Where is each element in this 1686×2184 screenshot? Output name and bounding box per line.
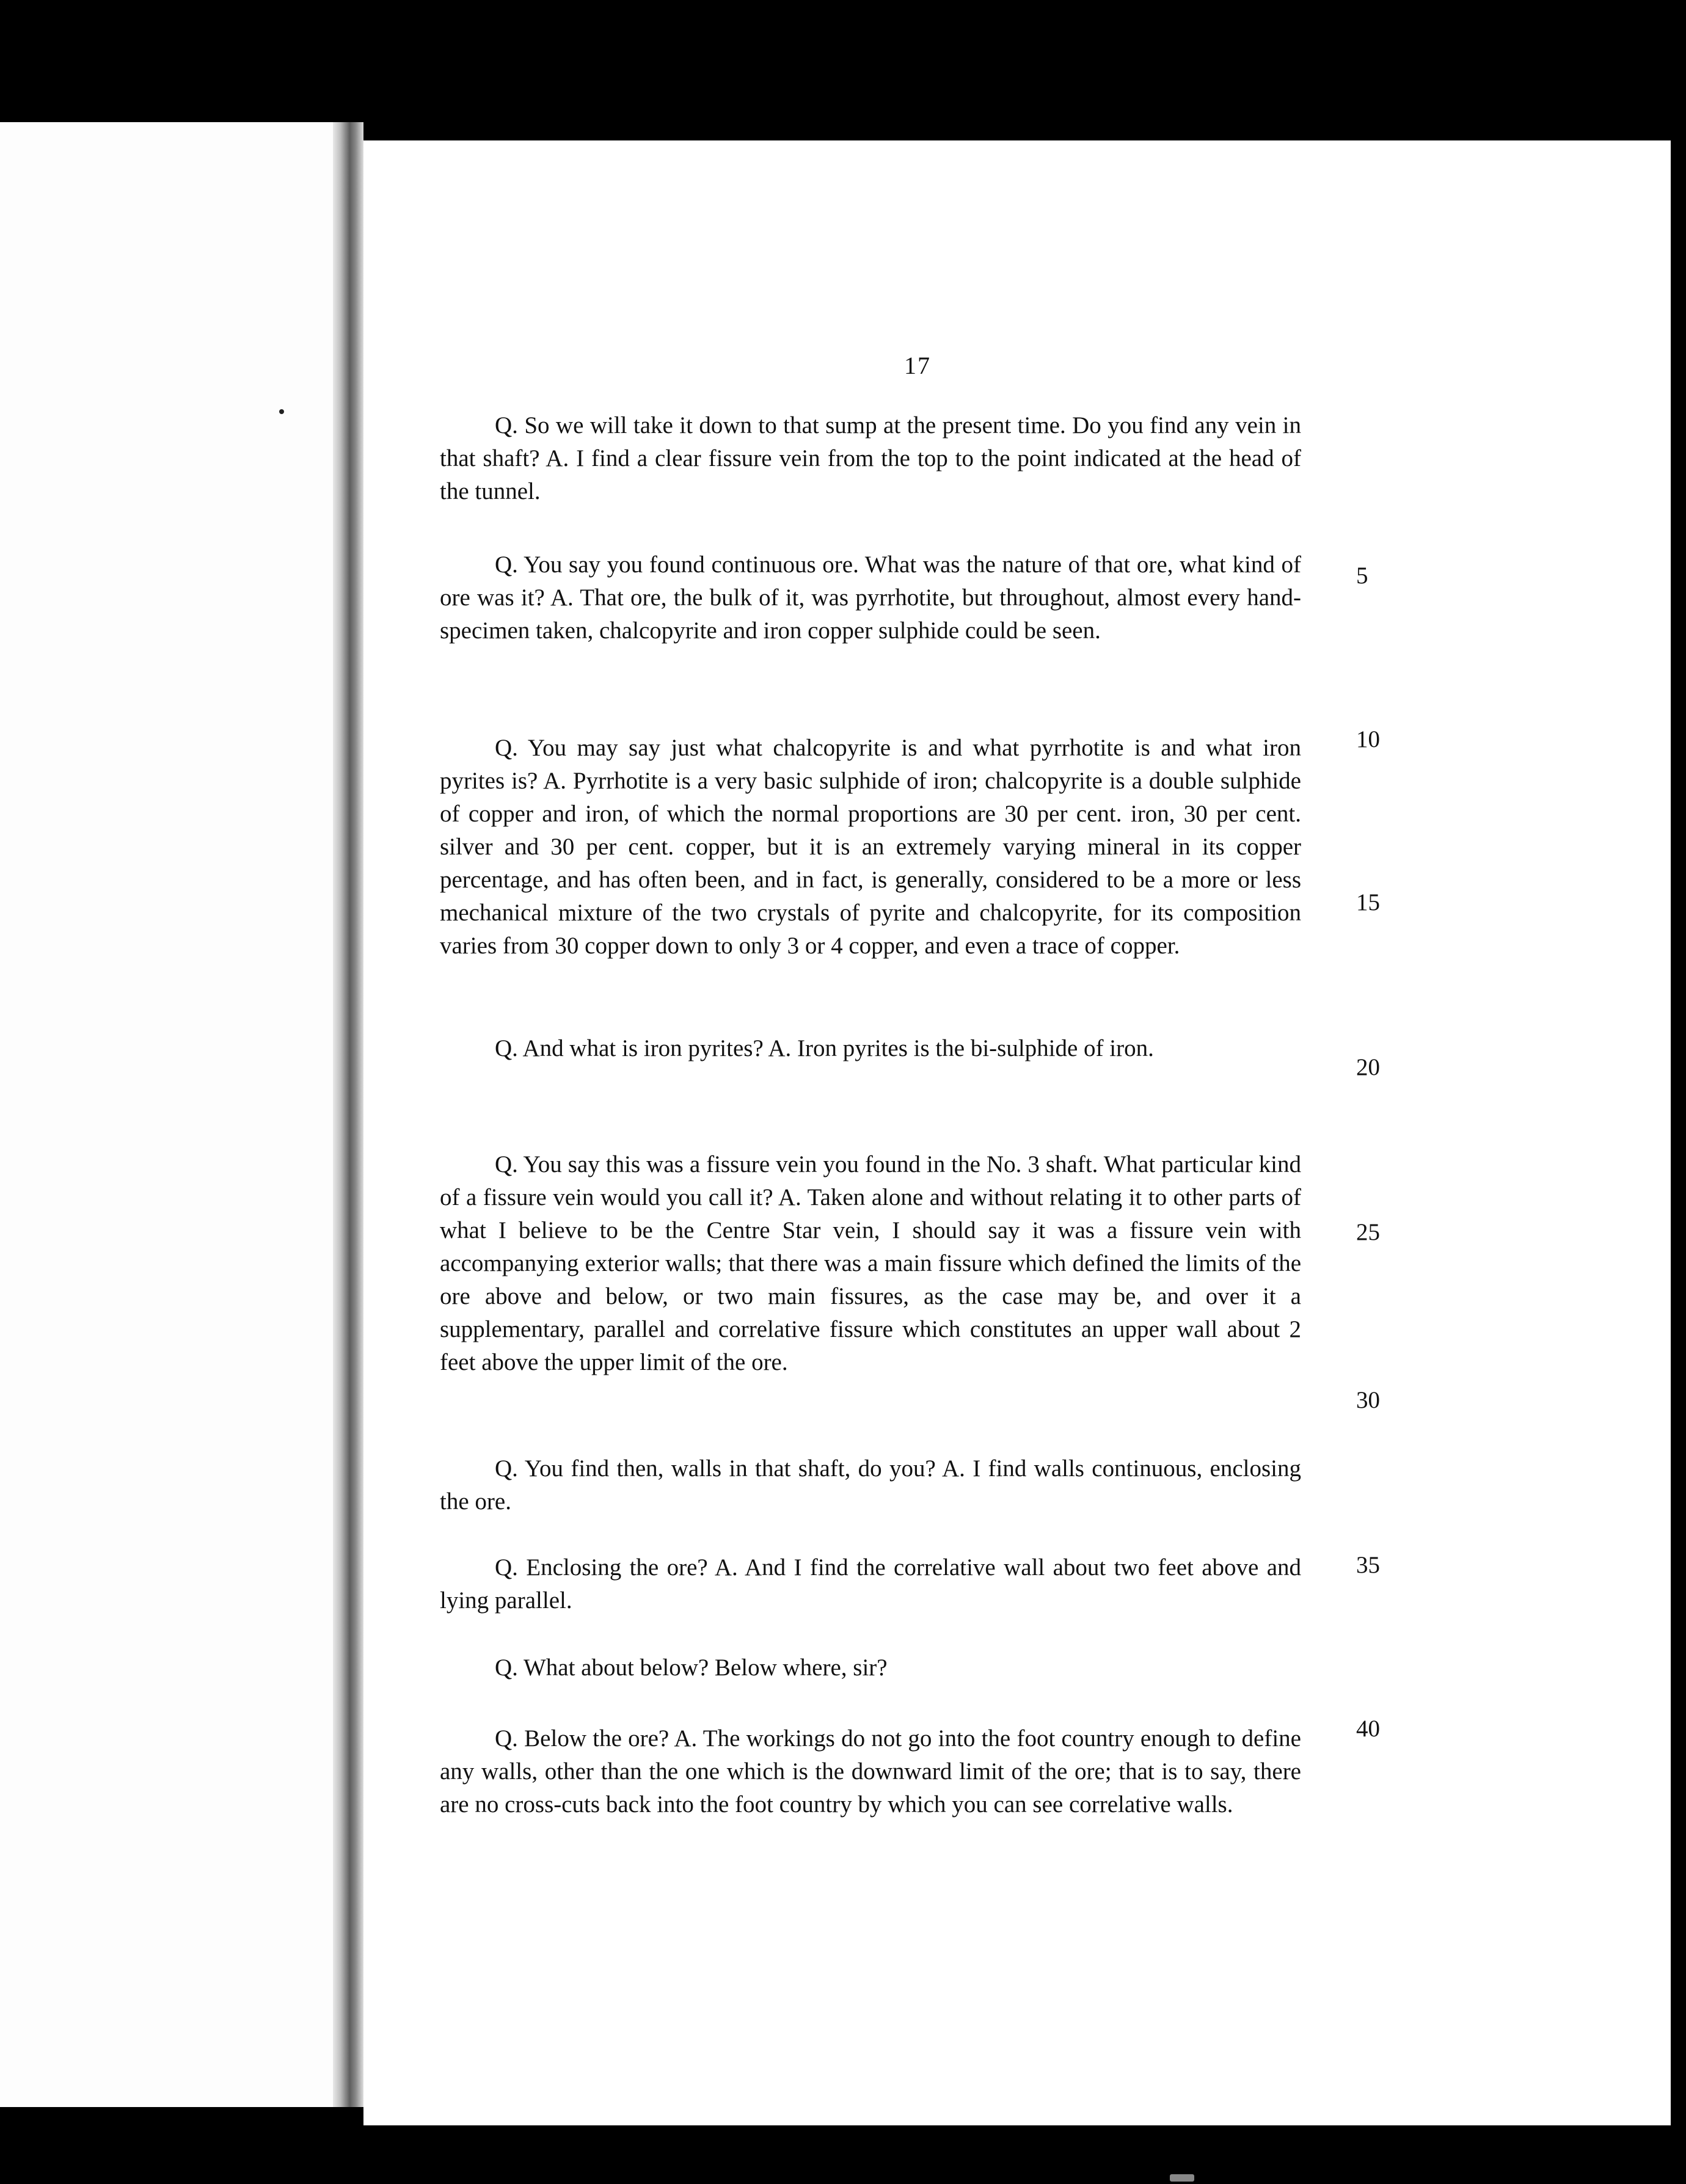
paragraph-3: Q. You may say just what chalcopyrite is and what pyrrhotite is and what iron pyrites is? A. Pyrrhotite is a very basic sulphide of iron; chalcopyrite is a double sulphide of copper and iron, of which the normal proportions are 30 per cent. iron, 30 per cent. silver and 30 per cent. copper, but it is an extremely varying mineral in its copper percentage, and has often been, and in fact, is generally, considered to be a more or less mechanical mixture of the two crystals of pyrite and chalcopyrite, for its composition varies from 30 copper down to only 3 or 4 copper, and even a trace of copper.	[440, 735, 1301, 959]
facing-page	[0, 122, 333, 2107]
paragraph-4: Q. And what is iron pyrites? A. Iron pyrites is the bi-sulphide of iron.	[495, 1035, 1154, 1061]
line-number-30: 30	[1356, 1387, 1380, 1413]
document-page	[363, 140, 1671, 2125]
paragraph-7: Q. Enclosing the ore? A. And I find the correlative wall about two feet above and lying parallel.	[440, 1554, 1301, 1614]
scan-mark	[1170, 2174, 1194, 2182]
line-number-15: 15	[1356, 889, 1380, 915]
page-number: 17	[904, 352, 931, 379]
paragraph-1: Q. So we will take it down to that sump at the present time. Do you find any vein in that shaft? A. I find a clear fissure vein from the top to the point indicated at the head of the tunnel.	[440, 412, 1301, 504]
ink-speck	[279, 409, 284, 414]
line-number-40: 40	[1356, 1716, 1380, 1742]
line-number-5: 5	[1356, 562, 1368, 589]
line-number-25: 25	[1356, 1219, 1380, 1245]
line-number-35: 35	[1356, 1552, 1380, 1578]
page-gutter	[333, 122, 363, 2107]
line-number-10: 10	[1356, 726, 1380, 752]
paragraph-5: Q. You say this was a fissure vein you found in the No. 3 shaft. What particular kind of a fissure vein would you call it? A. Taken alone and without relating it to other parts of what I believe to be the Centre Star vein, I should say it was a fissure vein with accompanying exterior walls; that there was a main fissure which defined the limits of the ore above and below, or two main fissures, as the case may be, and over it a supplementary, parallel and correlative fissure which constitutes an upper wall about 2 feet above the upper limit of the ore.	[440, 1151, 1301, 1375]
line-number-20: 20	[1356, 1054, 1380, 1080]
paragraph-2: Q. You say you found continuous ore. What was the nature of that ore, what kind of ore was it? A. That ore, the bulk of it, was pyrrhotite, but throughout, almost every hand-specimen taken, chalcopyrite and iron copper sulphide could be seen.	[440, 551, 1301, 644]
paragraph-6: Q. You find then, walls in that shaft, do you? A. I find walls continuous, enclosing the ore.	[440, 1455, 1301, 1515]
paragraph-8: Q. What about below? Below where, sir?	[495, 1654, 888, 1681]
paragraph-9: Q. Below the ore? A. The workings do not go into the foot country enough to define any walls, other than the one which is the downward limit of the ore; that is to say, there are no cross-cuts back into the foot country by which you can see correlative walls.	[440, 1725, 1301, 1818]
